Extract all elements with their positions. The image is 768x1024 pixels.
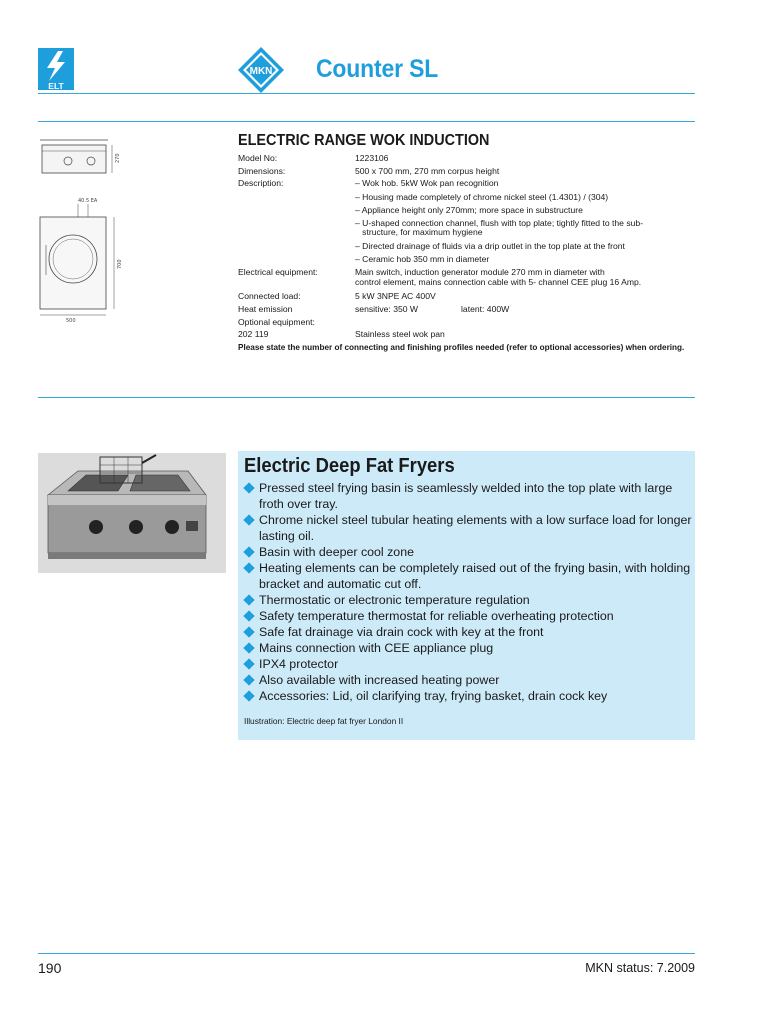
diamond-bullet-icon <box>243 642 254 653</box>
optional-item-code: 202 119 <box>238 329 269 339</box>
spec-value-connected-load: 5 kW 3NPE AC 400V <box>355 291 436 301</box>
feature-text: Chrome nickel steel tubular heating elements with a low surface load for longer lasting oil. <box>259 513 692 543</box>
fryer-feature-list <box>242 480 692 704</box>
electrical-line: Main switch, induction generator module 270 mm in diameter with <box>355 267 605 277</box>
feature-text: IPX4 protector <box>259 657 339 671</box>
description-line: structure, for maximum hygiene <box>355 227 483 237</box>
wok-top-view-drawing <box>38 195 124 323</box>
feature-text: Also available with increased heating power <box>259 673 500 687</box>
elt-logo <box>38 48 74 90</box>
feature-text: Accessories: Lid, oil clarifying tray, frying basket, drain cock key <box>259 689 608 703</box>
list-item <box>242 512 692 544</box>
mkn-logo-text: MKN <box>249 66 273 77</box>
list-item <box>242 560 692 592</box>
diamond-bullet-icon <box>243 658 254 669</box>
section-divider-bottom <box>38 397 695 398</box>
footer-divider <box>38 953 695 954</box>
header-divider <box>38 93 695 94</box>
electrical-line: control element, mains connection cable with 5- channel CEE plug 16 Amp. <box>355 277 642 287</box>
page-title: Counter SL <box>316 55 439 83</box>
feature-text: Mains connection with CEE appliance plug <box>259 641 494 655</box>
spec-label-model: Model No: <box>238 153 278 163</box>
list-item <box>242 656 692 672</box>
illustration-caption: Illustration: Electric deep fat fryer London II <box>244 716 404 726</box>
spec-label-optional: Optional equipment: <box>238 317 315 327</box>
description-line: – Appliance height only 270mm; more space in substructure <box>355 205 583 215</box>
feature-text: Safe fat drainage via drain cock with key at the front <box>259 625 544 639</box>
drawing-label-height: 270 <box>115 153 121 163</box>
spec-value-heat-latent: latent: 400W <box>461 304 510 314</box>
spec-label-description: Description: <box>238 178 284 188</box>
feature-text: Basin with deeper cool zone <box>259 545 414 559</box>
list-item <box>242 592 692 608</box>
drawing-label-ea: 40.5 EA <box>78 198 98 204</box>
fryer-info-box <box>238 451 695 740</box>
ordering-note: Please state the number of connecting and finishing profiles needed (refer to optional accessories) when ordering. <box>238 343 685 352</box>
fryer-photo <box>38 453 226 573</box>
list-item <box>242 480 692 512</box>
page-number: 190 <box>38 960 62 976</box>
diamond-bullet-icon <box>243 690 254 701</box>
spec-label-electrical: Electrical equipment: <box>238 267 318 277</box>
spec-value-description: – Wok hob. 5kW Wok pan recognition <box>355 178 499 188</box>
diamond-bullet-icon <box>243 482 254 493</box>
spec-label-connected-load: Connected load: <box>238 291 301 301</box>
spec-label-dimensions: Dimensions: <box>238 166 286 176</box>
elt-logo-text: ELT <box>48 81 64 90</box>
spec-label-heat-emission: Heat emission <box>238 304 293 314</box>
description-line: – Directed drainage of fluids via a drip outlet in the top plate at the front <box>355 241 625 251</box>
feature-text: Safety temperature thermostat for reliable overheating protection <box>259 609 614 623</box>
wok-section-title: ELECTRIC RANGE WOK INDUCTION <box>238 132 490 149</box>
diamond-bullet-icon <box>243 610 254 621</box>
diamond-bullet-icon <box>243 546 254 557</box>
list-item <box>242 640 692 656</box>
diamond-bullet-icon <box>243 514 254 525</box>
list-item <box>242 688 692 704</box>
list-item <box>242 544 692 560</box>
list-item <box>242 608 692 624</box>
status-text: MKN status: 7.2009 <box>585 961 695 975</box>
list-item <box>242 624 692 640</box>
section-divider-top <box>38 121 695 122</box>
optional-item-name: Stainless steel wok pan <box>355 329 445 339</box>
description-line: – U-shaped connection channel, flush with top plate; tightly fitted to the sub- <box>355 218 644 228</box>
spec-value-heat-sensitive: sensitive: 350 W <box>355 304 419 314</box>
diamond-bullet-icon <box>243 594 254 605</box>
diamond-bullet-icon <box>243 626 254 637</box>
list-item <box>242 672 692 688</box>
drawing-label-width: 500 <box>66 318 76 323</box>
mkn-logo <box>237 46 285 94</box>
diamond-bullet-icon <box>243 562 254 573</box>
wok-side-view-drawing <box>38 133 122 185</box>
spec-value-dimensions: 500 x 700 mm, 270 mm corpus height <box>355 166 500 176</box>
description-line: – Housing made completely of chrome nickel steel (1.4301) / (304) <box>355 192 609 202</box>
feature-text: Heating elements can be completely raised out of the frying basin, with holding bracket and automatic cut off. <box>259 561 691 591</box>
fryer-section-title: Electric Deep Fat Fryers <box>244 455 455 477</box>
feature-text: Pressed steel frying basin is seamlessly welded into the top plate with large froth over tray. <box>259 481 673 511</box>
description-line: – Ceramic hob 350 mm in diameter <box>355 254 490 264</box>
feature-text: Thermostatic or electronic temperature regulation <box>259 593 530 607</box>
diamond-bullet-icon <box>243 674 254 685</box>
drawing-label-depth: 700 <box>117 259 123 269</box>
spec-value-model: 1223106 <box>355 153 389 163</box>
